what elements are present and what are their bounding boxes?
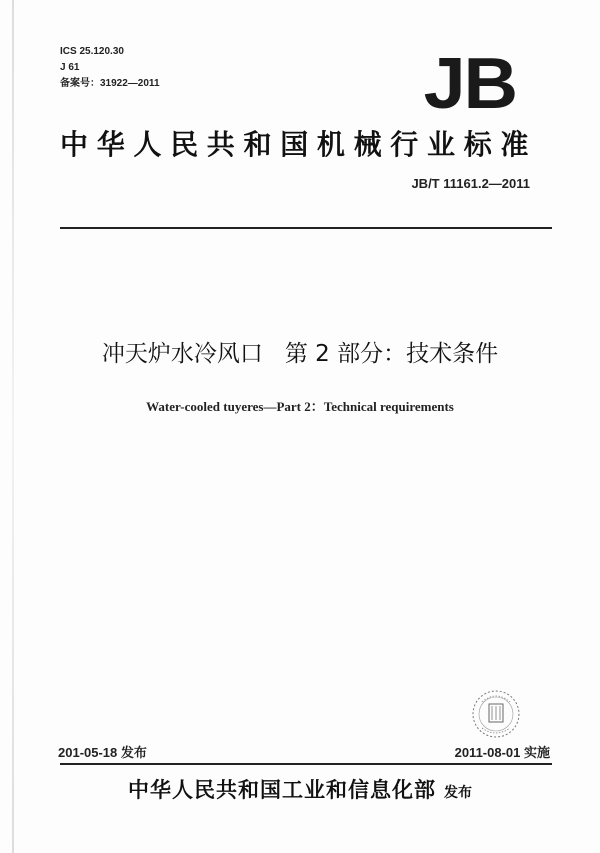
ics-code: ICS 25.120.30 — [60, 46, 124, 57]
publisher-suffix: 发布 — [444, 785, 472, 801]
record-number: 备案号：31922—2011 — [60, 78, 160, 89]
implementation-date: 2011-08-01 实施 — [454, 745, 550, 760]
publisher-line — [0, 774, 600, 804]
document-title-cn — [0, 337, 600, 371]
ccs-code: J 61 — [60, 62, 80, 73]
header-divider — [60, 227, 552, 229]
jb-logo: JB — [423, 44, 516, 124]
publisher-seal — [470, 688, 522, 740]
standard-number: JB/T 11161.2—2011 — [411, 176, 530, 191]
document-title-en: Water-cooled tuyeres—Part 2：Technical requirements — [146, 399, 454, 414]
publisher-name: 中华人民共和国工业和信息化部 — [128, 778, 436, 802]
page-edge — [12, 0, 14, 853]
document-title-cn-part1: 冲天炉水冷风口 — [101, 341, 263, 367]
classification-block — [60, 44, 160, 92]
document-title-cn-part2: 第 2 部分：技术条件 — [284, 341, 499, 367]
org-title: 中华人民共和国机械行业标准 — [60, 128, 538, 161]
issue-date: 201-05-18 发布 — [58, 745, 147, 760]
footer-divider — [60, 763, 552, 765]
